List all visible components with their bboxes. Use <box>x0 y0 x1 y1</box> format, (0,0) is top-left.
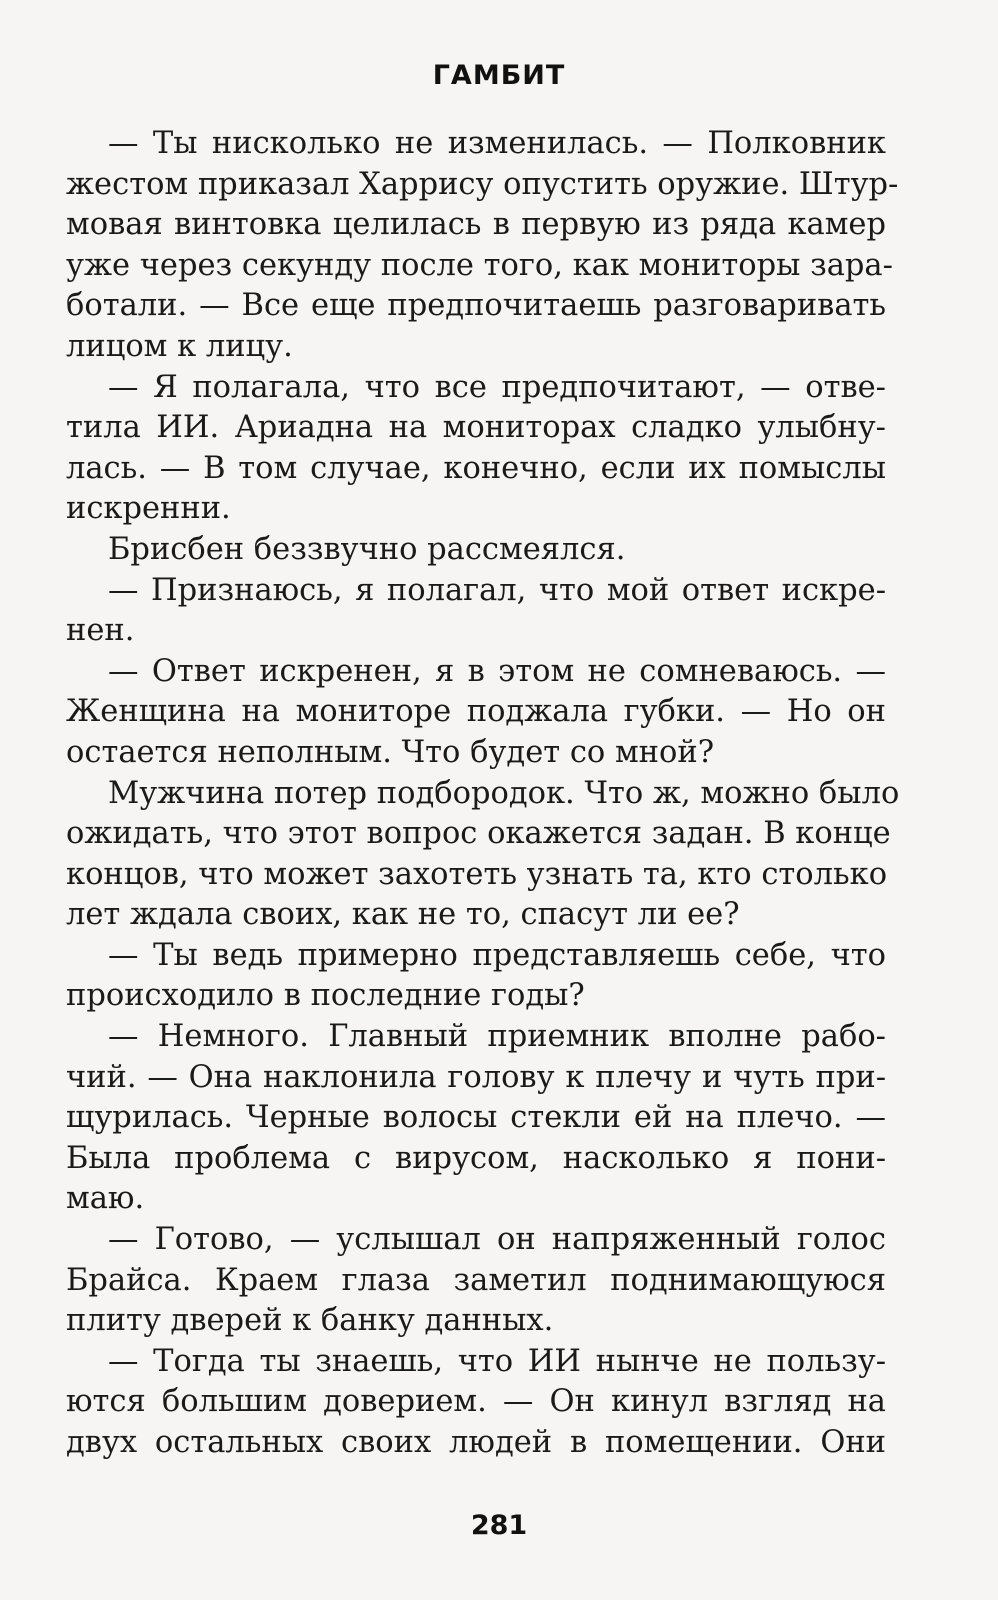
text-line: мовая винтовка целилась в первую из ряда камер <box>66 207 886 243</box>
text-line: Брисбен беззвучно рассмеялся. <box>108 531 626 567</box>
text-line: лет ждала своих, как не то, спасут ли ее? <box>66 897 740 933</box>
text-line: жестом приказал Харрису опустить оружие. Штур- <box>66 166 899 202</box>
text-line: чий. — Она наклонила голову к плечу и чуть при- <box>66 1059 886 1095</box>
text-line: концов, что может захотеть узнать та, кто столько <box>66 856 888 892</box>
text-line: — Ответ искренен, я в этом не сомневаюсь. — <box>108 653 886 689</box>
text-line: — Тогда ты знаешь, что ИИ нынче не пользу- <box>108 1343 886 1379</box>
text-line: маю. <box>66 1181 145 1217</box>
text-line: плиту дверей к банку данных. <box>66 1303 554 1339</box>
text-line: уже через секунду после того, как мониторы зара- <box>66 247 893 283</box>
running-title: ГАМБИТ <box>432 60 566 91</box>
body-text <box>66 124 900 1464</box>
text-line: лась. — В том случае, конечно, если их помыслы <box>66 450 886 486</box>
text-line: щурилась. Черные волосы стекли ей на плечо. — <box>66 1100 886 1136</box>
text-line: — Ты ведь примерно представляешь себе, что <box>108 937 886 973</box>
text-line: — Я полагала, что все предпочитают, — отве- <box>108 369 886 405</box>
text-line: — Ты нисколько не изменилась. — Полковник <box>108 126 886 161</box>
text-line: — Немного. Главный приемник вполне рабо- <box>108 1019 886 1055</box>
page-number: 281 <box>470 1510 528 1541</box>
text-line: ожидать, что этот вопрос окажется задан. В конце <box>66 816 891 852</box>
text-line: лицом к лицу. <box>66 328 293 364</box>
text-line: тила ИИ. Ариадна на мониторах сладко улыбну- <box>66 410 886 446</box>
text-line: нен. <box>66 613 135 649</box>
text-line: — Готово, — услышал он напряженный голос <box>108 1222 886 1258</box>
text-line: происходило в последние годы? <box>66 978 585 1014</box>
text-line: двух остальных своих людей в помещении. Они <box>66 1425 886 1460</box>
text-line: Была проблема с вирусом, насколько я пони- <box>66 1140 886 1176</box>
text-line: остается неполным. Что будет со мной? <box>66 734 715 770</box>
text-line: Женщина на мониторе поджала губки. — Но он <box>66 694 886 730</box>
text-line: Брайса. Краем глаза заметил поднимающуюся <box>66 1262 886 1298</box>
text-line: ботали. — Все еще предпочитаешь разговаривать <box>66 288 886 324</box>
text-line: — Признаюсь, я полагал, что мой ответ искре- <box>108 572 886 608</box>
text-line: искренни. <box>66 491 231 527</box>
text-line: ются большим доверием. — Он кинул взгляд на <box>66 1384 886 1420</box>
text-line: Мужчина потер подбородок. Что ж, можно было <box>108 775 900 811</box>
